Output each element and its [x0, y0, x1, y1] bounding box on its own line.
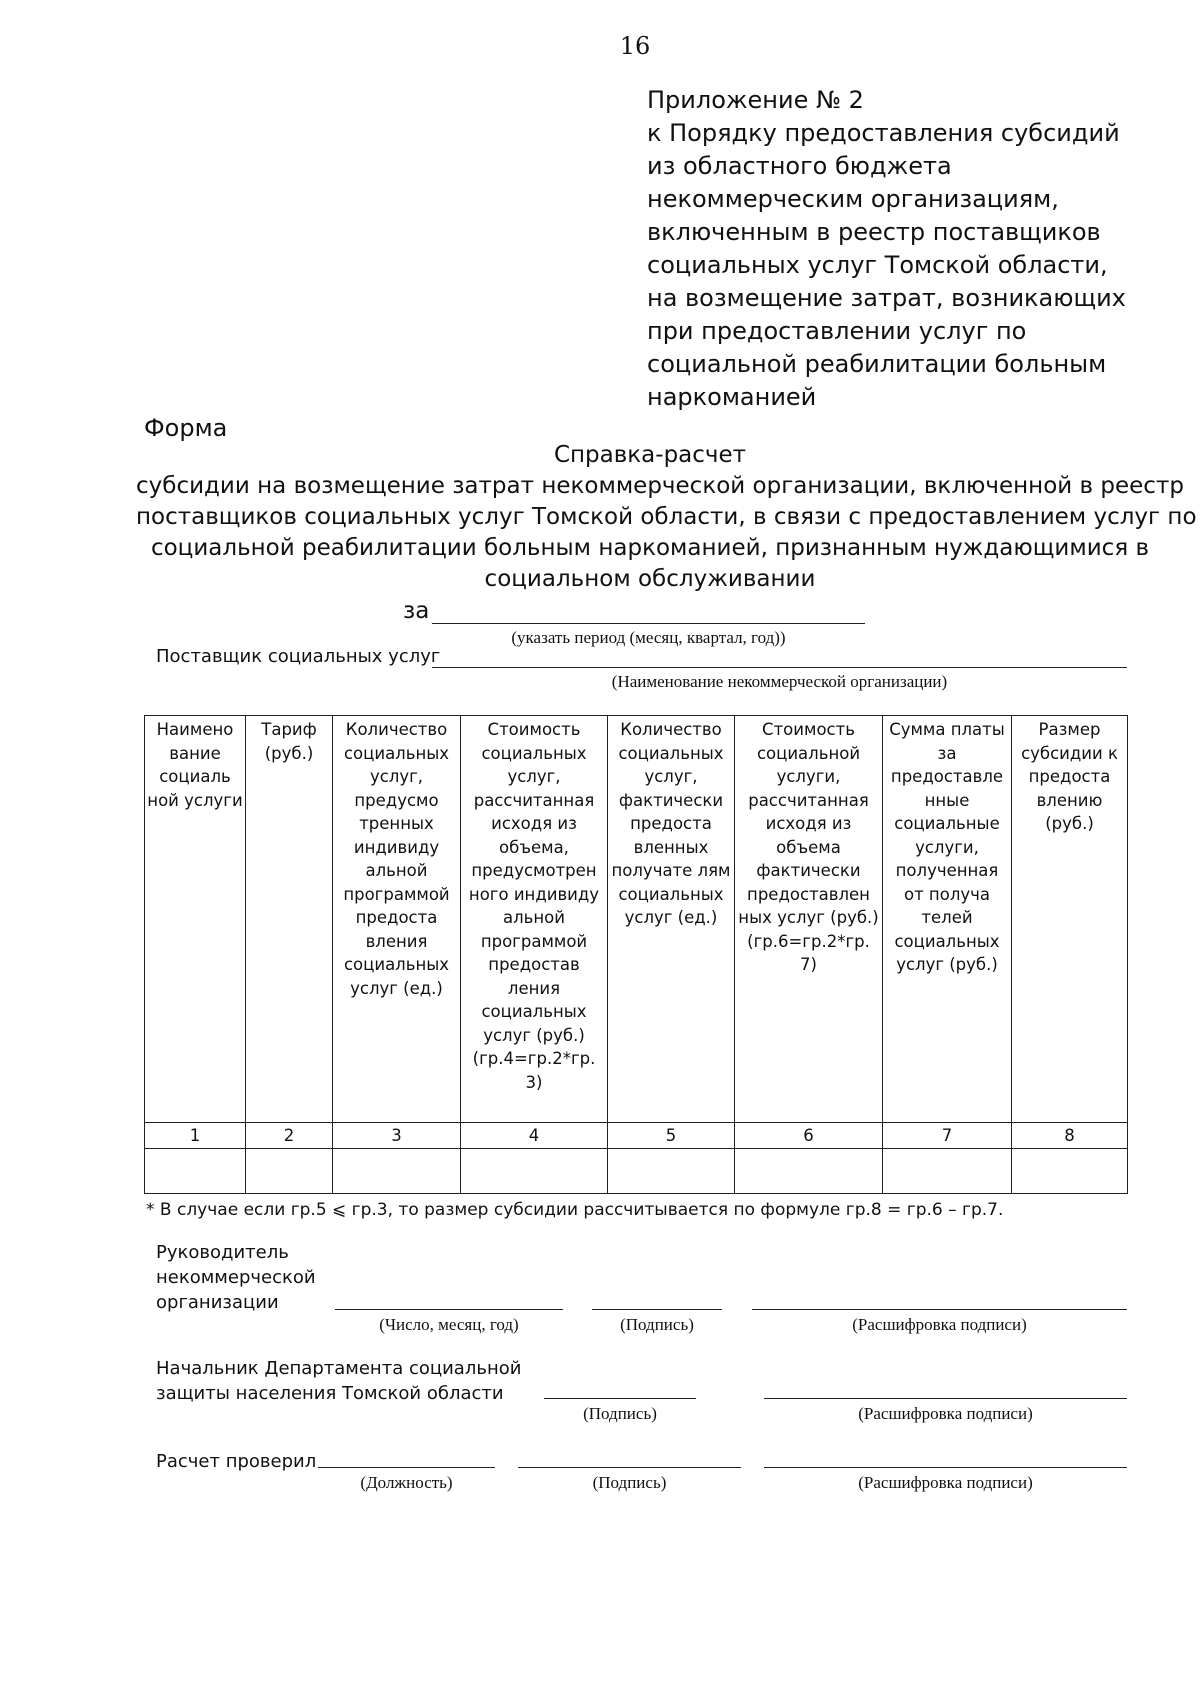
title-line: поставщиков социальных услуг Томской области, в связи с предоставлением услуг по [136, 504, 1197, 530]
head-decode-caption: (Расшифровка подписи) [852, 1315, 1027, 1334]
title-line: социальной реабилитации больным наркоманией, признанным нуждающимися в [150, 535, 1150, 561]
document-title [136, 440, 1197, 595]
department-signature-caption: (Подпись) [583, 1404, 657, 1423]
table-header-cell: Количество социальных услуг, фактически предоста вленных получате лям социальных услуг (ед.) [608, 716, 735, 1123]
table-header-cell: Стоимость социальных услуг, рассчитанная исходя из объема, предусмотрен ного индивиду альной программой предостав ления социальных услуг (руб.) (гр.4=гр.2*гр. 3) [461, 716, 608, 1123]
checked-position-field[interactable] [318, 1467, 495, 1468]
column-number: 4 [461, 1123, 608, 1149]
table-cell[interactable] [333, 1149, 461, 1194]
form-label: Форма [144, 414, 228, 442]
column-number: 8 [1012, 1123, 1128, 1149]
checked-decode-field[interactable] [764, 1467, 1127, 1468]
checked-position-caption: (Должность) [360, 1473, 453, 1492]
period-field[interactable] [432, 623, 865, 624]
appendix-line: Приложение № 2 [647, 86, 864, 114]
table-cell[interactable] [608, 1149, 735, 1194]
appendix-heading [647, 84, 1147, 414]
column-number: 7 [883, 1123, 1012, 1149]
checked-decode-caption: (Расшифровка подписи) [858, 1473, 1033, 1492]
appendix-line: включенным в реестр поставщиков [647, 218, 1101, 246]
table-cell[interactable] [145, 1149, 246, 1194]
column-number: 5 [608, 1123, 735, 1149]
table-header-cell: Количество социальных услуг, предусмо тренных индивиду альной программой предоста вления социальных услуг (ед.) [333, 716, 461, 1123]
provider-label: Поставщик социальных услуг [156, 646, 441, 667]
head-label-line: Руководитель [156, 1242, 289, 1263]
department-signature-label [156, 1356, 521, 1406]
head-signature-label [156, 1240, 316, 1315]
title-line: социальном обслуживании [484, 566, 816, 592]
table-header-cell: Стоимость социальной услуги, рассчитанная исходя из объема фактически предоставлен ных услуг (руб.) (гр.6=гр.2*гр. 7) [735, 716, 883, 1123]
appendix-line: к Порядку предоставления субсидий [647, 119, 1120, 147]
table-header-cell: Наимено вание социаль ной услуги [145, 716, 246, 1123]
table-cell[interactable] [883, 1149, 1012, 1194]
head-label-line: некоммерческой [156, 1267, 316, 1288]
table-number-row [145, 1123, 1128, 1149]
head-date-field[interactable] [335, 1309, 563, 1310]
provider-field[interactable] [432, 667, 1127, 668]
table-cell[interactable] [246, 1149, 333, 1194]
column-number: 1 [145, 1123, 246, 1149]
department-signature-field[interactable] [544, 1398, 696, 1399]
title-main: Справка-расчет [553, 442, 747, 468]
department-label-line: Начальник Департамента социальной [156, 1358, 522, 1379]
appendix-line: на возмещение затрат, возникающих [647, 284, 1126, 312]
table-header-cell: Тариф (руб.) [246, 716, 333, 1123]
period-caption: (указать период (месяц, квартал, год)) [511, 628, 786, 647]
department-label-line: защиты населения Томской области [156, 1383, 504, 1404]
head-signature-caption: (Подпись) [620, 1315, 694, 1334]
column-number: 2 [246, 1123, 333, 1149]
checked-signature-caption: (Подпись) [592, 1473, 667, 1492]
page-number: 16 [619, 32, 651, 60]
appendix-line: из областного бюджета [647, 152, 952, 180]
head-decode-field[interactable] [752, 1309, 1127, 1310]
title-line: субсидии на возмещение затрат некоммерческой организации, включенной в реестр [136, 473, 1184, 499]
table-cell[interactable] [1012, 1149, 1128, 1194]
period-label: за [403, 598, 430, 624]
table-cell[interactable] [461, 1149, 608, 1194]
appendix-line: социальной реабилитации больным [647, 350, 1107, 378]
head-signature-field[interactable] [592, 1309, 722, 1310]
appendix-line: некоммерческим организациям, [647, 185, 1059, 213]
head-date-caption: (Число, месяц, год) [379, 1315, 519, 1334]
head-label-line: организации [156, 1292, 279, 1313]
column-number: 6 [735, 1123, 883, 1149]
checked-signature-field[interactable] [518, 1467, 741, 1468]
department-decode-caption: (Расшифровка подписи) [858, 1404, 1033, 1423]
table-cell[interactable] [735, 1149, 883, 1194]
table-header-row [145, 716, 1128, 1123]
footnote: * В случае если гр.5 ⩽ гр.3, то размер субсидии рассчитывается по формуле гр.8 = гр.6 – гр.7. [146, 1200, 1004, 1220]
table-header-cell: Размер субсидии к предоста влению (руб.) [1012, 716, 1128, 1123]
table-data-row [145, 1149, 1128, 1194]
appendix-line: наркоманией [647, 383, 817, 411]
table-header-cell: Сумма платы за предоставле нные социальные услуги, полученная от получа телей социальных услуг (руб.) [883, 716, 1012, 1123]
appendix-line: при предоставлении услуг по [647, 317, 1027, 345]
appendix-line: социальных услуг Томской области, [647, 251, 1108, 279]
provider-caption: (Наименование некоммерческой организации) [611, 672, 948, 691]
column-number: 3 [333, 1123, 461, 1149]
calculation-table [144, 715, 1128, 1194]
department-decode-field[interactable] [764, 1398, 1127, 1399]
checked-by-label: Расчет проверил [156, 1451, 317, 1472]
